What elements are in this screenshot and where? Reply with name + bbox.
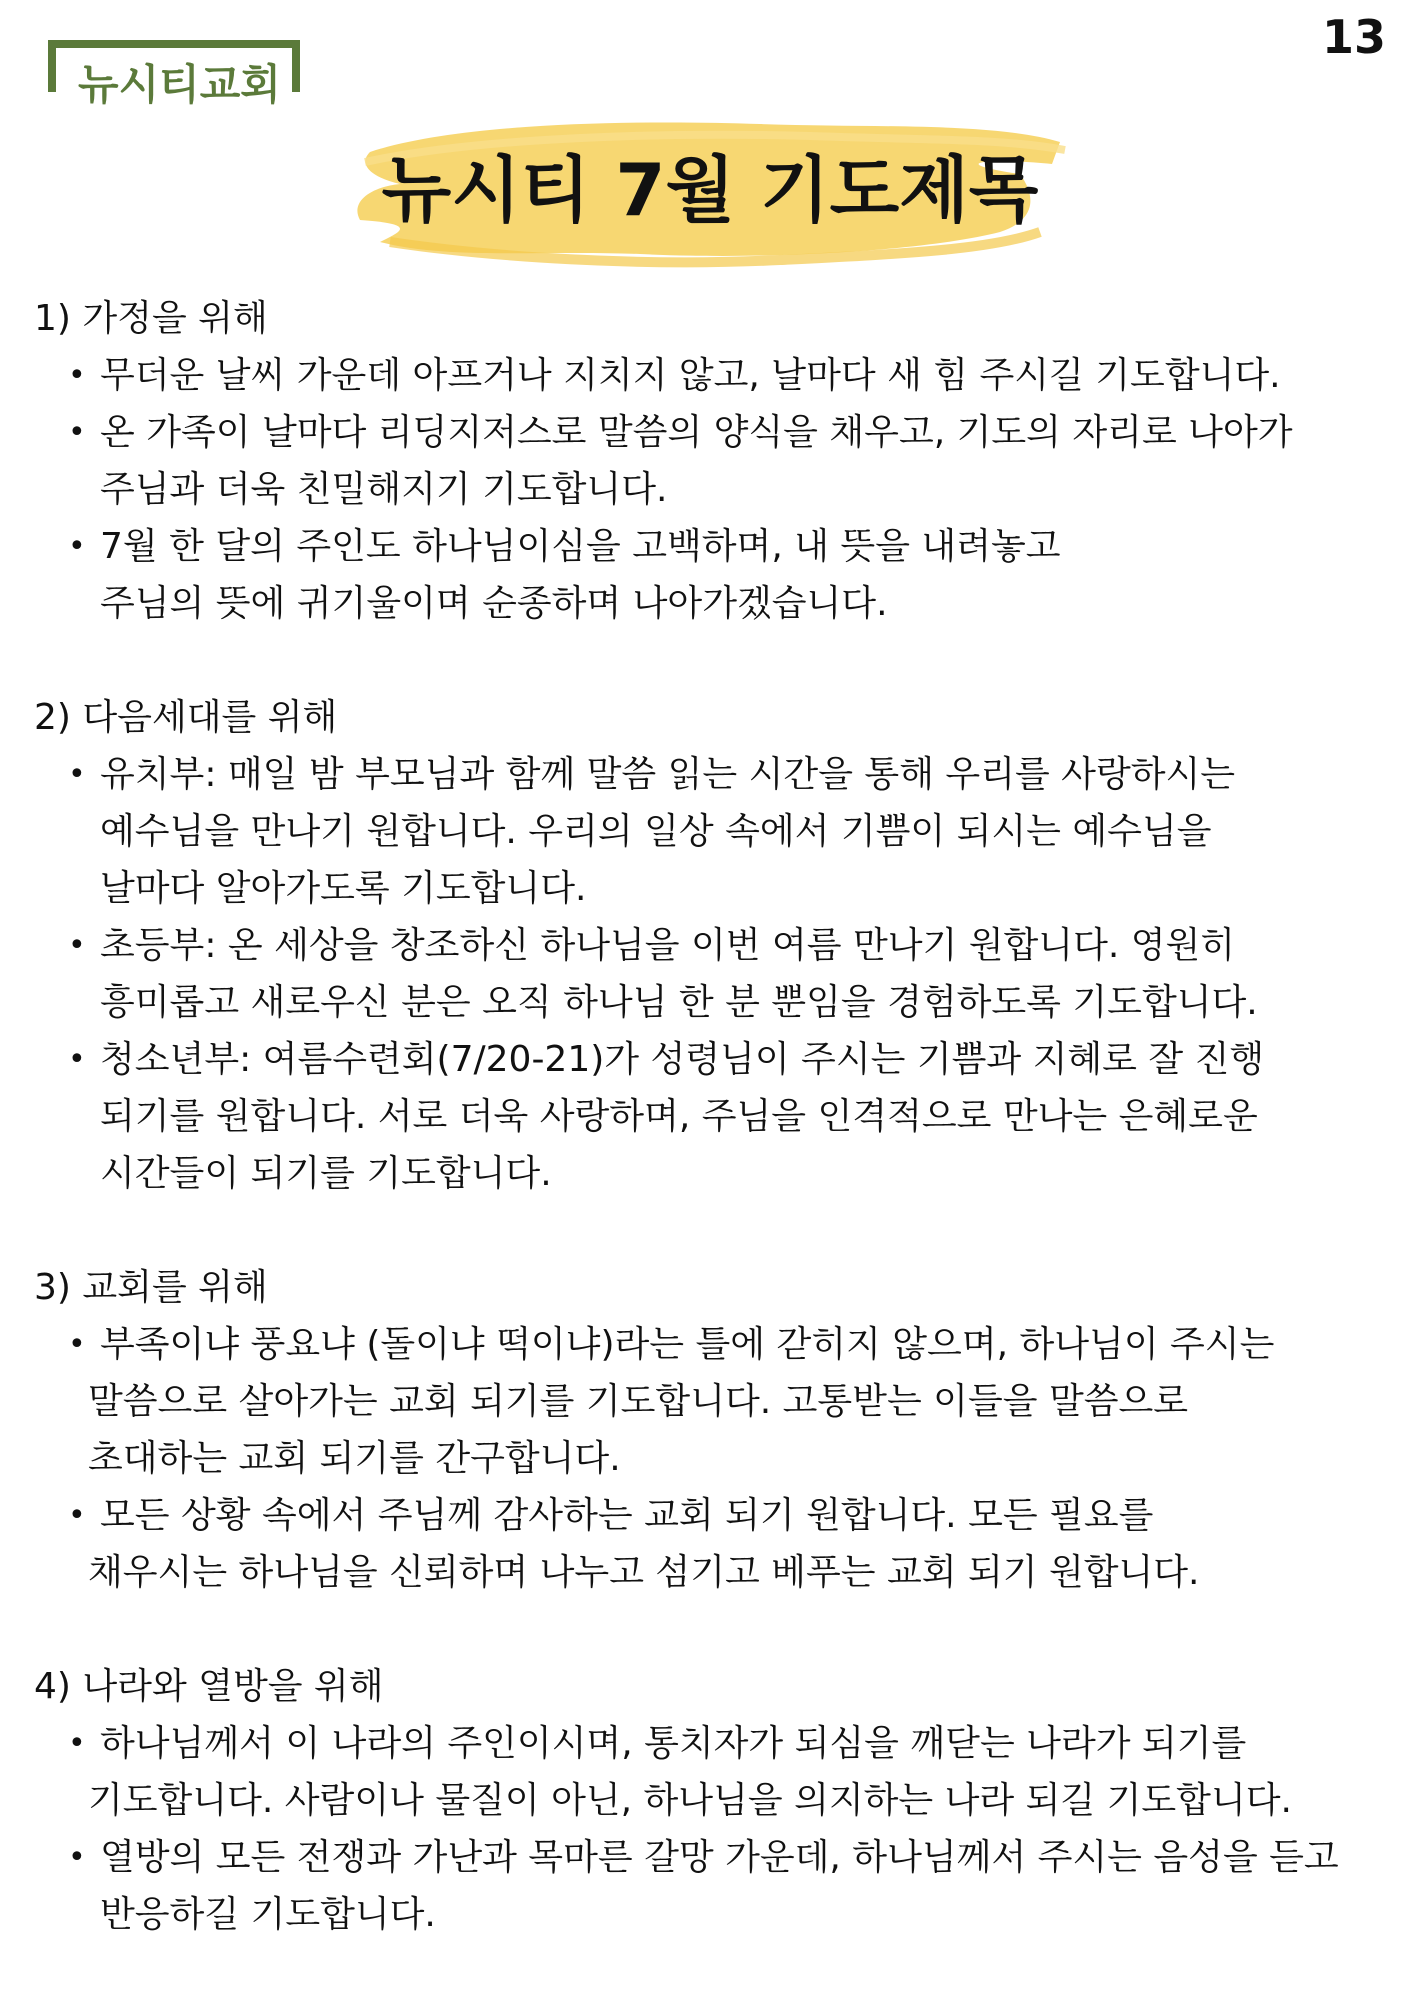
- prayer-line: 날마다 알아가도록 기도합니다.: [100, 868, 587, 909]
- church-name: 뉴시티교회: [72, 52, 287, 112]
- prayer-line: • 하나님께서 이 나라의 주인이시며, 통치자가 되심을 깨닫는 나라가 되기를: [100, 1723, 1247, 1764]
- prayer-list: [34, 290, 1374, 2000]
- prayer-line: • 7월 한 달의 주인도 하나님이심을 고백하며, 내 뜻을 내려놓고: [100, 526, 1061, 567]
- prayer-line: 주님과 더욱 친밀해지기 기도합니다.: [100, 469, 668, 510]
- prayer-section: [34, 689, 1374, 1202]
- prayer-line: 말씀으로 살아가는 교회 되기를 기도합니다. 고통받는 이들을 말씀으로: [88, 1381, 1189, 1422]
- prayer-items: [34, 746, 1374, 1202]
- prayer-line: 기도합니다. 사람이나 물질이 아닌, 하나님을 의지하는 나라 되길 기도합니다.: [88, 1780, 1292, 1821]
- page-title: 뉴시티 7월 기도제목: [381, 148, 1039, 232]
- prayer-item: [34, 1829, 1374, 1943]
- prayer-line: 되기를 원합니다. 서로 더욱 사랑하며, 주님을 인격적으로 만나는 은혜로운: [100, 1096, 1258, 1137]
- prayer-line: 주님의 뜻에 귀기울이며 순종하며 나아가겠습니다.: [100, 583, 888, 624]
- prayer-items: [34, 347, 1374, 632]
- prayer-line: • 온 가족이 날마다 리딩지저스로 말씀의 양식을 채우고, 기도의 자리로 나아가: [100, 412, 1293, 453]
- prayer-line: • 유치부: 매일 밤 부모님과 함께 말씀 읽는 시간을 통해 우리를 사랑하시는: [100, 754, 1236, 795]
- prayer-item: [34, 746, 1374, 917]
- prayer-line: 흥미롭고 새로우신 분은 오직 하나님 한 분 뿐임을 경험하도록 기도합니다.: [100, 982, 1258, 1023]
- prayer-line: 예수님을 만나기 원합니다. 우리의 일상 속에서 기쁨이 되시는 예수님을: [100, 811, 1212, 852]
- prayer-line: • 부족이냐 풍요냐 (돌이냐 떡이냐)라는 틀에 갇히지 않으며, 하나님이 주시는: [100, 1324, 1275, 1365]
- prayer-items: [34, 1715, 1374, 1943]
- prayer-line: 채우시는 하나님을 신뢰하며 나누고 섬기고 베푸는 교회 되기 원합니다.: [88, 1552, 1200, 1593]
- prayer-line: 반응하길 기도합니다.: [100, 1894, 436, 1935]
- prayer-line: 초대하는 교회 되기를 간구합니다.: [88, 1438, 621, 1479]
- prayer-line: • 열방의 모든 전쟁과 가난과 목마른 갈망 가운데, 하나님께서 주시는 음성을 듣고: [100, 1837, 1339, 1878]
- prayer-item: [34, 347, 1374, 404]
- prayer-item: [34, 404, 1374, 518]
- prayer-item: [34, 917, 1374, 1031]
- prayer-line: • 모든 상황 속에서 주님께 감사하는 교회 되기 원합니다. 모든 필요를: [100, 1495, 1154, 1536]
- prayer-items: [34, 1316, 1374, 1601]
- title-banner: [340, 92, 1080, 292]
- prayer-section: [34, 290, 1374, 632]
- prayer-line: • 초등부: 온 세상을 창조하신 하나님을 이번 여름 만나기 원합니다. 영원히: [100, 925, 1236, 966]
- prayer-line: • 청소년부: 여름수련회(7/20-21)가 성령님이 주시는 기쁨과 지혜로 잘 진행: [100, 1039, 1265, 1080]
- section-heading: 2) 다음세대를 위해: [34, 697, 338, 738]
- prayer-item: [34, 1715, 1374, 1829]
- section-heading: 3) 교회를 위해: [34, 1267, 268, 1308]
- prayer-section: [34, 1658, 1374, 1943]
- prayer-line: • 무더운 날씨 가운데 아프거나 지치지 않고, 날마다 새 힘 주시길 기도합니다.: [100, 355, 1281, 396]
- prayer-item: [34, 1031, 1374, 1202]
- page-number: 13: [1321, 10, 1386, 64]
- prayer-section: [34, 1259, 1374, 1601]
- section-heading: 1) 가정을 위해: [34, 298, 268, 339]
- prayer-line: 시간들이 되기를 기도합니다.: [100, 1153, 552, 1194]
- prayer-item: [34, 1487, 1374, 1601]
- prayer-item: [34, 1316, 1374, 1487]
- church-name-badge: [48, 40, 300, 109]
- section-heading: 4) 나라와 열방을 위해: [34, 1666, 384, 1707]
- prayer-item: [34, 518, 1374, 632]
